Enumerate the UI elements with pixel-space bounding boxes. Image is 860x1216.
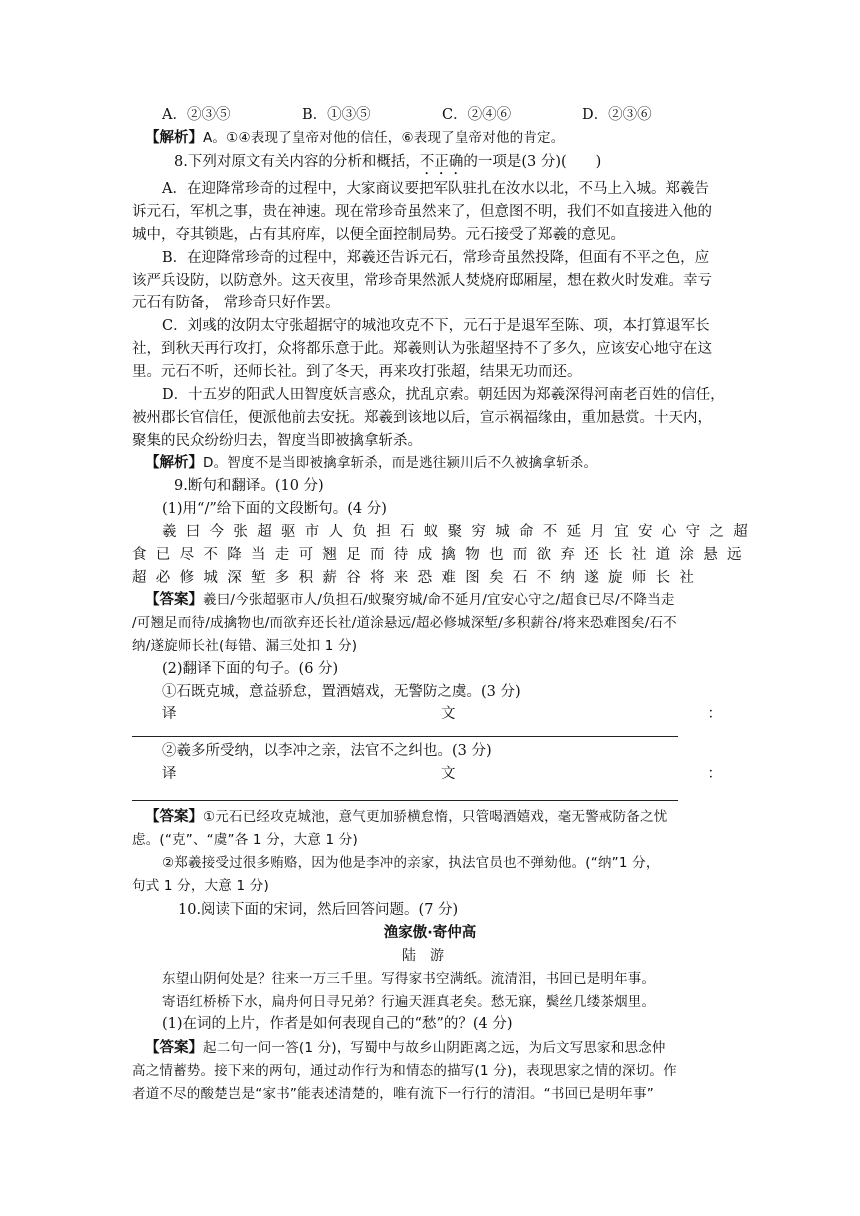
q7-option-c: C．②④⑥ bbox=[442, 107, 512, 123]
q7-option-d: D．②③⑥ bbox=[582, 107, 652, 123]
q8-option-d-line: 聚集的民众纷纷归去，智度当即被擒拿斩杀。 bbox=[132, 433, 422, 449]
translation-label-yi: 译 bbox=[162, 766, 177, 782]
q9-sentence-1: ①石既克城，意益骄怠，置酒嬉戏，无警防之虞。(3 分) bbox=[162, 684, 521, 700]
translation-colon: ： bbox=[707, 706, 722, 722]
q9-answer2-line: ②郑羲接受过很多贿赂，因为他是李冲的亲家，执法官员也不弹劾他。(“纳”1 分， bbox=[162, 855, 660, 871]
q7-analysis bbox=[145, 127, 745, 149]
q8-option-a-line: 诉元石，军机之事，贵在神速。现在常珍奇虽然来了，但意图不明，我们不如直接进入他的 bbox=[132, 204, 712, 220]
q9-answer-line: 羲曰/今张超驱市人/负担石/蚁聚穷城/命不延月/宜安心守之/超食已尽/不降当走 bbox=[203, 592, 675, 608]
q9-passage-line: 超必修城深堑多积薪谷将来恐难图矣石不纳遂旋师长社 bbox=[132, 570, 704, 586]
q8-option-b-line: 该严兵设防，以防意外。这天夜里，常珍奇果然派人焚烧府邸厢屋，想在救火时发难。幸亏 bbox=[132, 273, 712, 289]
answer-blank-line-2 bbox=[132, 800, 678, 801]
q9-answer2-line: 虑。(“克”、“虞”各 1 分，大意 1 分) bbox=[132, 832, 358, 848]
translation-label-wen: 文 bbox=[441, 766, 456, 782]
q9-answer2-line: ①元石已经攻克城池，意气更加骄横怠惰，只管喝酒嬉戏，毫无警戒防备之忧 bbox=[203, 809, 668, 825]
q9-answer-line: 纳/遂旋师长社(每错、漏三处扣 1 分) bbox=[132, 638, 358, 654]
q8-option-d-line: 被州郡长官信任，便派他前去安抚。郑羲到该地以后，宣示祸福缘由，重加悬赏。十天内， bbox=[132, 410, 712, 426]
q8-analysis-tag: 【解析】 bbox=[145, 454, 203, 471]
translation-label-wen: 文 bbox=[441, 706, 456, 722]
q9-answer2 bbox=[145, 806, 745, 828]
q9-answer2-line: 句式 1 分，大意 1 分) bbox=[132, 878, 269, 894]
q8-option-a-line: 城中，夺其锁匙，占有其府库，以便全面控制局势。元石接受了郑羲的意见。 bbox=[132, 227, 625, 243]
q9-part1: (1)用“/”给下面的文段断句。(4 分) bbox=[162, 501, 387, 517]
q9-part2: (2)翻译下面的句子。(6 分) bbox=[162, 661, 339, 677]
q8-option-c-line: C．刘彧的汝阴太守张超据守的城池攻克不下，元石于是退军至陈、项，本打算退军长 bbox=[162, 318, 710, 334]
q9-answer-line: /可翘足而待/成擒物也/而欲弃还长社/道涂悬远/超必修城深堑/多积薪谷/将来恐难图矣/石不 bbox=[132, 615, 677, 631]
q10-stem: 10.阅读下面的宋词，然后回答问题。(7 分) bbox=[178, 902, 459, 918]
q8-option-d-line: D．十五岁的阳武人田智度妖言惑众，扰乱京索。朝廷因为郑羲深得河南老百姓的信任， bbox=[162, 387, 725, 403]
q8-option-b-line: B．在迎降常珍奇的过程中，郑羲还告诉元石，常珍奇虽然投降，但面有不平之色，应 bbox=[162, 250, 710, 266]
poem-line: 寄语红桥桥下水，扁舟何日寻兄弟？行遍天涯真老矣。愁无寐，鬓丝几缕茶烟里。 bbox=[162, 994, 656, 1010]
q9-answer2-tag: 【答案】 bbox=[145, 808, 203, 825]
q9-passage-line: 羲曰今张超驱市人负担石蚁聚穷城命不延月宜安心守之超 bbox=[162, 524, 757, 540]
q8-stem bbox=[174, 151, 774, 178]
translation-label-yi: 译 bbox=[162, 706, 177, 722]
q8-stem-emphasis: 不正确 bbox=[419, 154, 464, 170]
answer-blank-line-1 bbox=[132, 736, 678, 737]
q8-analysis-text: D。智度不是当即被擒拿斩杀，而是逃往颍川后不久被擒拿斩杀。 bbox=[203, 455, 598, 471]
q7-option-a: A．②③⑤ bbox=[162, 107, 231, 123]
q8-stem-pre: 8.下列对原文有关内容的分析和概括， bbox=[174, 154, 420, 170]
poem-line: 东望山阴何处是？往来一万三千里。写得家书空满纸。流清泪，书回已是明年事。 bbox=[162, 971, 656, 987]
q8-option-c-line: 社，到秋天再行攻打，众将都乐意于此。郑羲则认为张超坚持不了多久，应该安心地守在这 bbox=[132, 341, 712, 357]
q10-answer-line: 高之情蓄势。接下来的两句，通过动作行为和情态的描写(1 分)，表现思家之情的深切。作 bbox=[132, 1063, 677, 1079]
q8-option-a-line: A．在迎降常珍奇的过程中，大家商议要把军队驻扎在汝水以北，不马上入城。郑羲告 bbox=[162, 181, 709, 197]
q9-sentence-2: ②羲多所受纳，以李冲之亲，法官不之纠也。(3 分) bbox=[162, 743, 492, 759]
q10-answer bbox=[145, 1037, 745, 1059]
q10-answer-tag: 【答案】 bbox=[145, 1039, 203, 1056]
q10-answer-line: 起二句一问一答(1 分)，写蜀中与故乡山阴距离之远，为后文写思家和思念仲 bbox=[203, 1040, 666, 1056]
translation-colon: ： bbox=[707, 766, 722, 782]
q7-options bbox=[162, 104, 762, 126]
q7-analysis-tag: 【解析】 bbox=[145, 129, 203, 146]
q9-stem: 9.断句和翻译。(10 分) bbox=[174, 478, 324, 494]
poem-title: 渔家傲·寄仲高 bbox=[383, 925, 477, 941]
q9-answer bbox=[145, 589, 745, 611]
q8-option-b-line: 元石有防备， 常珍奇只好作罢。 bbox=[132, 295, 340, 311]
q8-option-c-line: 里。元石不听，还师长社。到了冬天，再来攻打张超，结果无功而还。 bbox=[132, 364, 582, 380]
q9-answer-tag: 【答案】 bbox=[145, 591, 203, 608]
q10-question-1: (1)在词的上片，作者是如何表现自己的“愁”的？(4 分) bbox=[162, 1016, 513, 1032]
q8-stem-post: 的一项是(3 分)( ) bbox=[463, 154, 602, 170]
q7-option-b: B．①③⑤ bbox=[302, 107, 371, 123]
poem-author: 陆游 bbox=[402, 948, 458, 964]
q8-analysis bbox=[145, 452, 745, 474]
q9-passage-line: 食已尽不降当走可翘足而待成擒物也而欲弃还长社道涂悬远 bbox=[132, 547, 751, 563]
q10-answer-line: 者道不尽的酸楚岂是“家书”能表述清楚的，唯有流下一行行的清泪。“书回已是明年事” bbox=[132, 1086, 654, 1102]
q7-analysis-text: A。①④表现了皇帝对他的信任，⑥表现了皇帝对他的肯定。 bbox=[203, 130, 565, 146]
